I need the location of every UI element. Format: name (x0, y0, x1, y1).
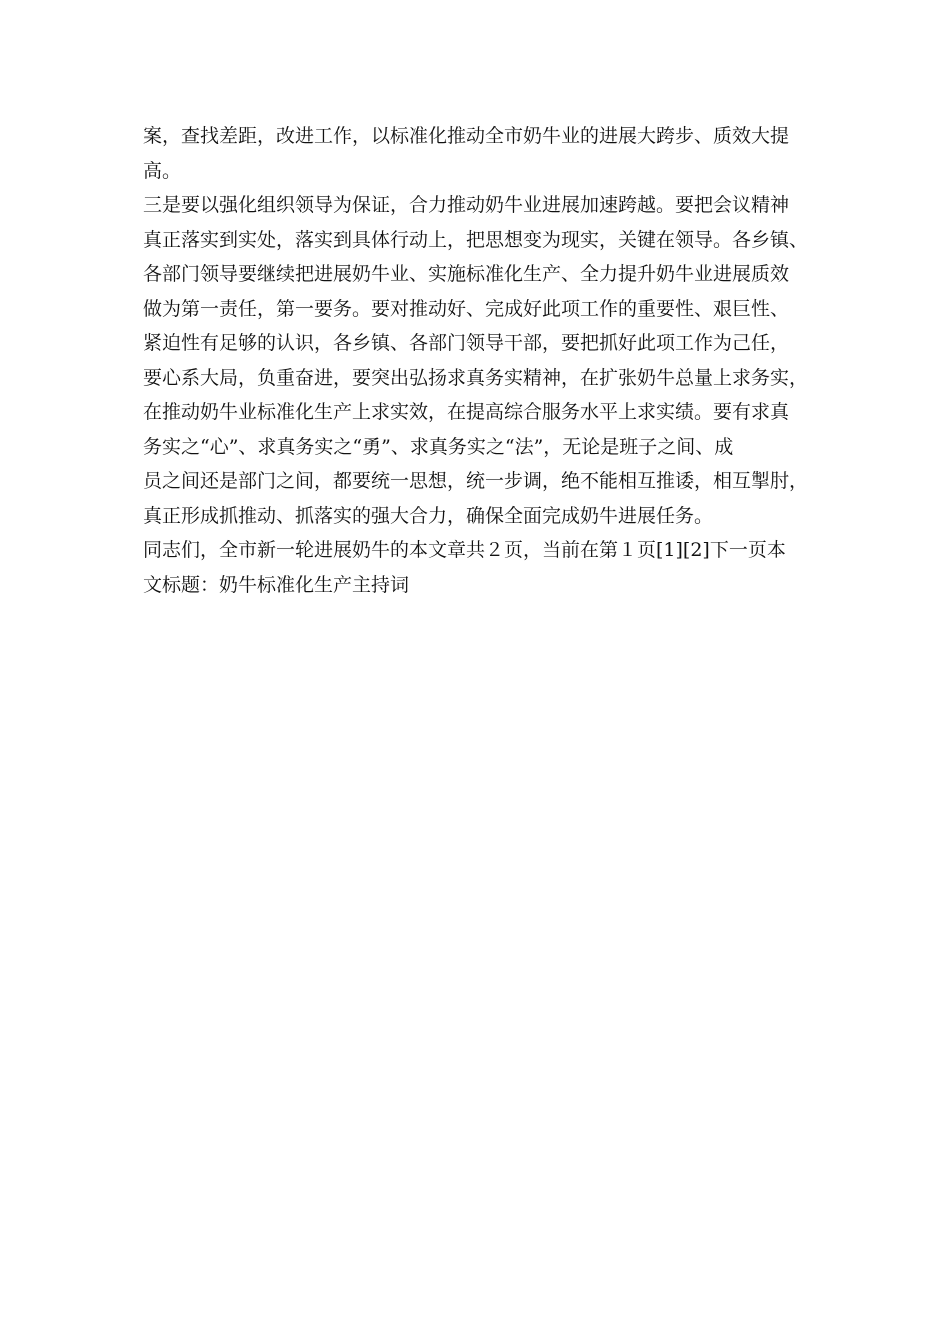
text-line: 员之间还是部门之间，都要统一思想，统一步调，绝不能相互推诿，相互掣肘， (143, 470, 809, 492)
text-line: 真正落实到实处，落实到具体行动上，把思想变为现实，关键在领导。各乡镇、 (143, 228, 809, 251)
text-line: 真正形成抓推动、抓落实的强大合力，确保全面完成奶牛进展任务。 (143, 504, 714, 527)
text-line: 文标题：奶牛标准化生产主持词 (143, 573, 410, 596)
text-line: 要心系大局，负重奋进，要突出弘扬求真务实精神，在扩张奶牛总量上求务实， (143, 366, 809, 389)
body-text (143, 119, 813, 602)
text-line: 高。 (143, 159, 182, 182)
text-line: 在推动奶牛业标准化生产上求实效，在提高综合服务水平上求实绩。要有求真 (143, 401, 790, 423)
text-line: 案，查找差距，改进工作，以标准化推动全市奶牛业的进展大跨步、质效大提 (143, 125, 790, 147)
text-line: 紧迫性有足够的认识，各乡镇、各部门领导干部，要把抓好此项工作为己任， (143, 332, 790, 354)
text-line: 各部门领导要继续把进展奶牛业、实施标准化生产、全力提升奶牛业进展质效 (143, 263, 790, 285)
text-line: 做为第一责任，第一要务。要对推动好、完成好此项工作的重要性、艰巨性、 (143, 297, 790, 320)
text-line: 务实之“心”、求真务实之“勇”、求真务实之“法”，无论是班子之间、成 (143, 435, 734, 458)
text-line: 同志们，全市新一轮进展奶牛的本文章共２页，当前在第１页[1][2]下一页本 (143, 539, 786, 561)
text-line: 三是要以强化组织领导为保证，合力推动奶牛业进展加速跨越。要把会议精神 (143, 194, 790, 216)
